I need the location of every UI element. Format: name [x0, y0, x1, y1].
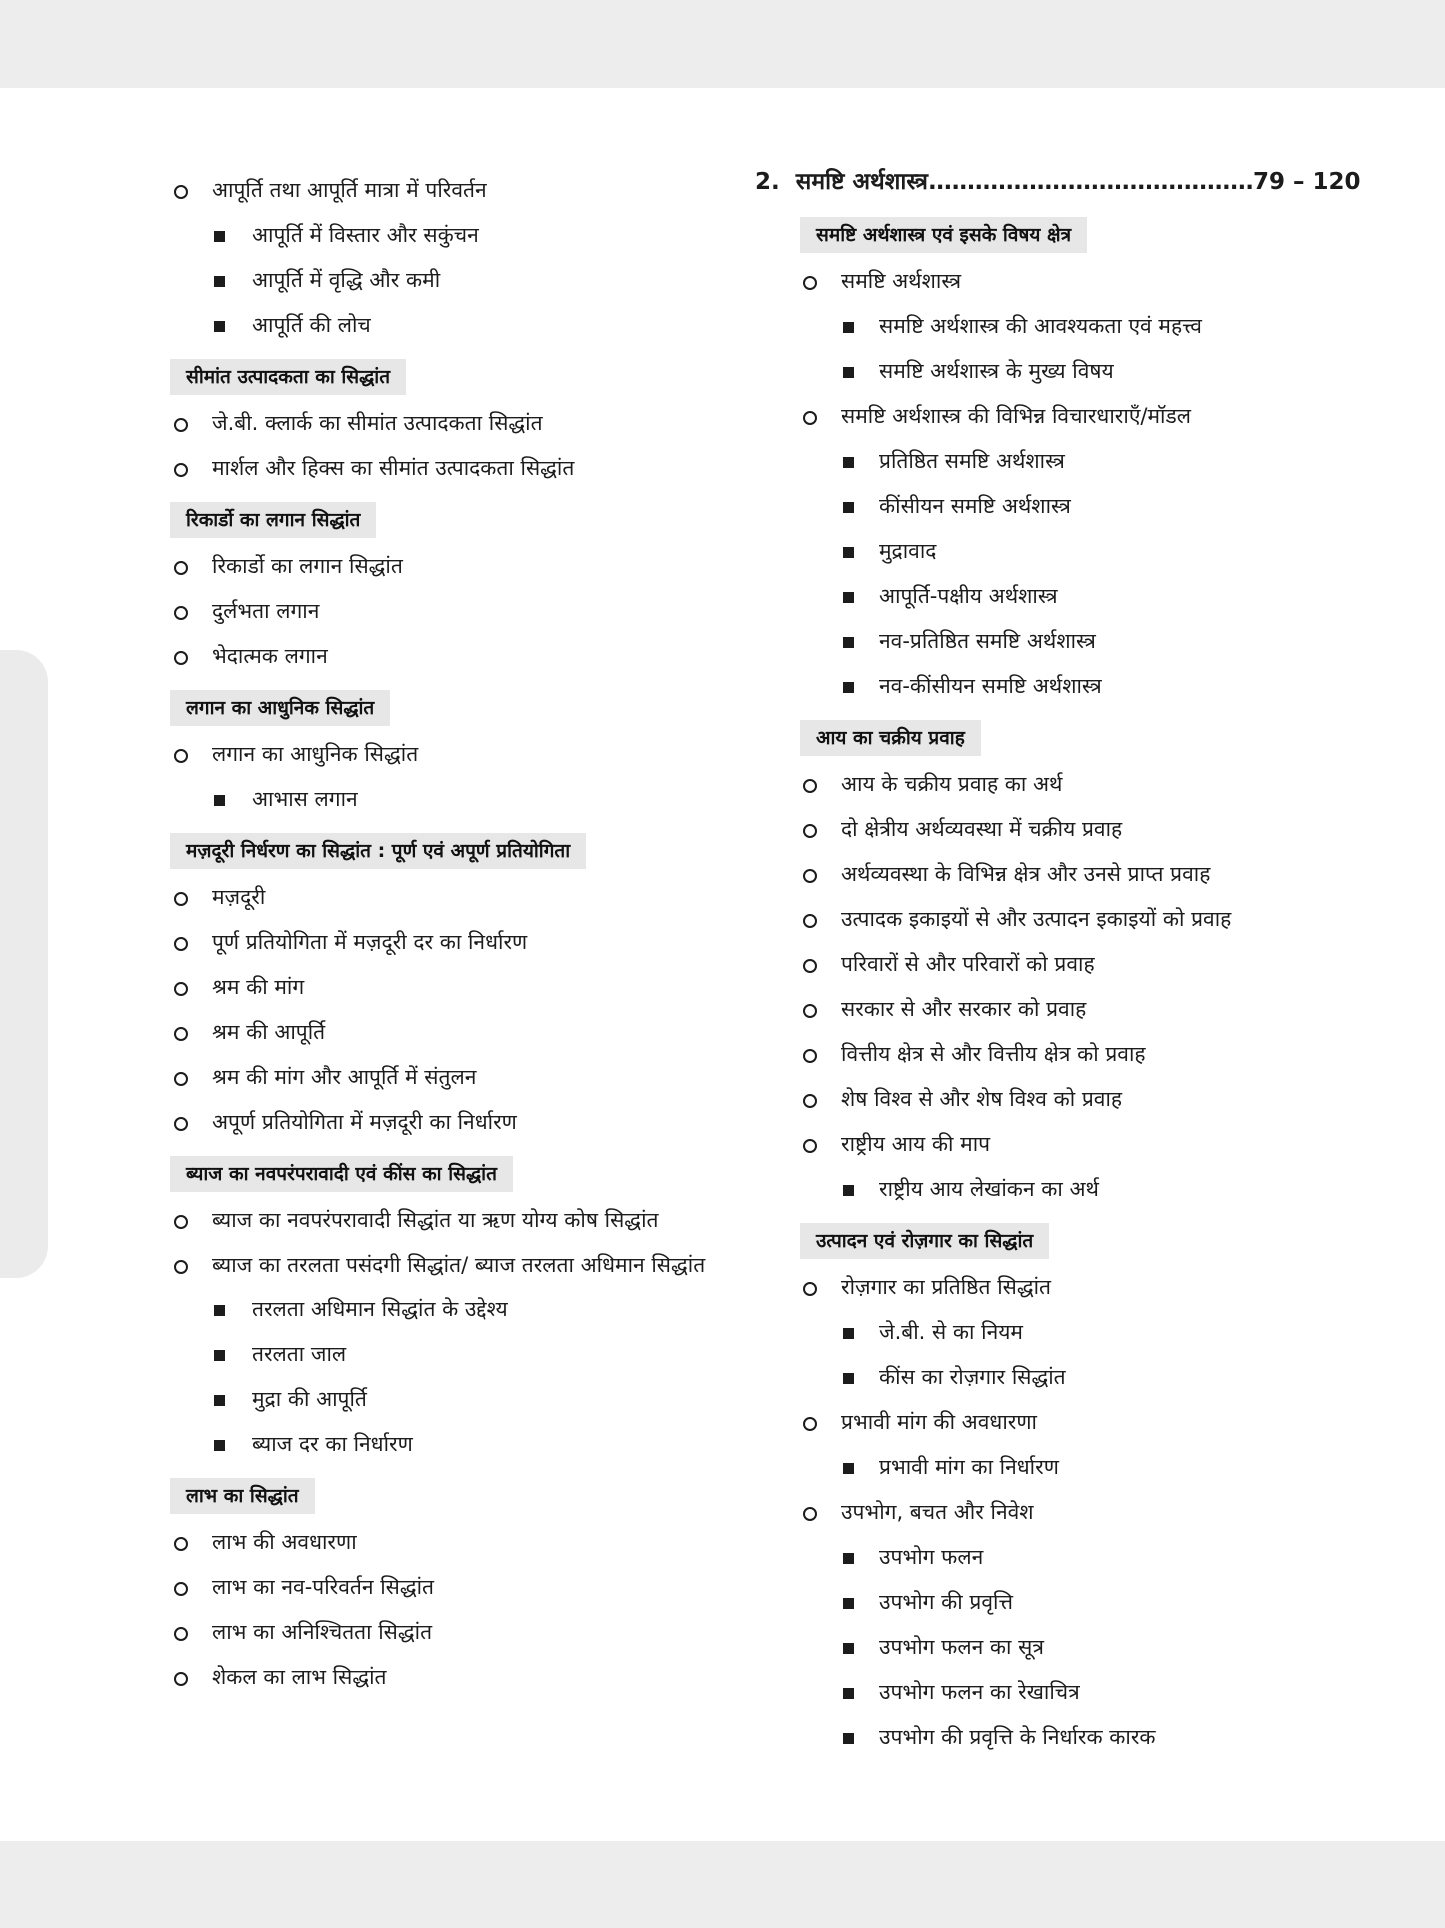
toc-subtopic[interactable] — [170, 213, 730, 258]
square-bullet-icon — [843, 592, 854, 603]
topic-label: भेदात्मक लगान — [212, 644, 328, 668]
topic-label: श्रम की मांग — [212, 975, 305, 999]
toc-topic[interactable] — [170, 589, 730, 634]
square-bullet-icon — [214, 321, 225, 332]
topic-label: श्रम की मांग और आपूर्ति में संतुलन — [212, 1065, 477, 1089]
section-heading — [800, 217, 1345, 253]
toc-topic[interactable] — [170, 732, 730, 777]
circle-bullet-icon — [174, 1260, 188, 1274]
circle-bullet-icon — [174, 1117, 188, 1131]
topic-label: अपूर्ण प्रतियोगिता में मज़दूरी का निर्धारण — [212, 1110, 517, 1134]
circle-bullet-icon — [174, 561, 188, 575]
square-bullet-icon — [214, 795, 225, 806]
topic-label: उपभोग की प्रवृत्ति — [879, 1590, 1013, 1614]
square-bullet-icon — [843, 682, 854, 693]
toc-topic[interactable] — [755, 942, 1345, 987]
topic-label: समष्टि अर्थशास्त्र की आवश्यकता एवं महत्त्व — [879, 314, 1202, 338]
toc-topic[interactable] — [755, 897, 1345, 942]
square-bullet-icon — [214, 1395, 225, 1406]
circle-bullet-icon — [803, 1139, 817, 1153]
toc-topic[interactable] — [755, 987, 1345, 1032]
topic-label: सरकार से और सरकार को प्रवाह — [841, 997, 1087, 1021]
section-heading-label: उत्पादन एवं रोज़गार का सिद्धांत — [800, 1223, 1049, 1259]
topic-label: दुर्लभता लगान — [212, 599, 320, 623]
topic-label: नव-कींसीयन समष्टि अर्थशास्त्र — [879, 674, 1102, 698]
topic-label: लाभ की अवधारणा — [212, 1530, 357, 1554]
chapter-leader-dots: .......................................... — [927, 169, 1253, 195]
topic-label: लाभ का अनिश्चितता सिद्धांत — [212, 1620, 433, 1644]
chapter-page-range: 79 – 120 — [1252, 169, 1361, 195]
square-bullet-icon — [843, 1733, 854, 1744]
square-bullet-icon — [214, 231, 225, 242]
square-bullet-icon — [843, 1598, 854, 1609]
topic-label: उपभोग की प्रवृत्ति के निर्धारक कारक — [879, 1725, 1156, 1749]
toc-topic[interactable] — [170, 1010, 730, 1055]
topic-label: रोज़गार का प्रतिष्ठित सिद्धांत — [841, 1275, 1052, 1299]
square-bullet-icon — [843, 457, 854, 468]
toc-subtopic[interactable] — [755, 1445, 1345, 1490]
topic-label: आपूर्ति में विस्तार और सकुंचन — [252, 223, 479, 247]
section-heading — [170, 1478, 730, 1514]
section-heading-label: लाभ का सिद्धांत — [170, 1478, 315, 1514]
toc-topic[interactable] — [755, 1122, 1345, 1167]
topic-label: उपभोग फलन का रेखाचित्र — [879, 1680, 1080, 1704]
toc-subtopic[interactable] — [755, 1625, 1345, 1670]
circle-bullet-icon — [174, 749, 188, 763]
topic-label: कींस का रोज़गार सिद्धांत — [879, 1365, 1066, 1389]
section-heading — [800, 720, 1345, 756]
toc-subtopic[interactable] — [755, 1715, 1345, 1760]
topic-label: कींसीयन समष्टि अर्थशास्त्र — [879, 494, 1071, 518]
circle-bullet-icon — [174, 892, 188, 906]
topic-label: राष्ट्रीय आय लेखांकन का अर्थ — [879, 1177, 1099, 1201]
topic-label: जे.बी. से का नियम — [879, 1320, 1023, 1344]
toc-subtopic[interactable] — [170, 303, 730, 348]
topic-label: परिवारों से और परिवारों को प्रवाह — [841, 952, 1095, 976]
circle-bullet-icon — [174, 1672, 188, 1686]
page-edge-tab — [0, 650, 48, 1278]
topic-label: मज़दूरी — [212, 885, 266, 909]
toc-left-column — [170, 168, 730, 1700]
square-bullet-icon — [843, 1373, 854, 1384]
circle-bullet-icon — [174, 418, 188, 432]
circle-bullet-icon — [803, 824, 817, 838]
toc-topic[interactable] — [755, 259, 1345, 304]
section-heading-label: सीमांत उत्पादकता का सिद्धांत — [170, 359, 406, 395]
circle-bullet-icon — [803, 1004, 817, 1018]
toc-subtopic[interactable] — [170, 1287, 730, 1332]
circle-bullet-icon — [803, 1507, 817, 1521]
section-heading-label: आय का चक्रीय प्रवाह — [800, 720, 981, 756]
topic-label: आपूर्ति की लोच — [252, 313, 371, 337]
topic-label: ब्याज का तरलता पसंदगी सिद्धांत/ ब्याज तरलता अधिमान सिद्धांत — [212, 1253, 706, 1277]
toc-subtopic[interactable] — [170, 258, 730, 303]
topic-label: अर्थव्यवस्था के विभिन्न क्षेत्र और उनसे प्राप्त प्रवाह — [841, 862, 1211, 886]
toc-subtopic[interactable] — [755, 574, 1345, 619]
toc-subtopic[interactable] — [755, 664, 1345, 709]
topic-label: शेष विश्व से और शेष विश्व को प्रवाह — [841, 1087, 1123, 1111]
toc-subtopic[interactable] — [170, 777, 730, 822]
toc-topic[interactable] — [170, 1610, 730, 1655]
topic-label: मुद्रा की आपूर्ति — [252, 1387, 367, 1411]
topic-label: उपभोग फलन का सूत्र — [879, 1635, 1044, 1659]
circle-bullet-icon — [174, 1027, 188, 1041]
toc-topic[interactable] — [170, 544, 730, 589]
toc-topic[interactable] — [170, 1565, 730, 1610]
toc-topic[interactable] — [170, 875, 730, 920]
square-bullet-icon — [843, 1688, 854, 1699]
topic-label: आपूर्ति में वृद्धि और कमी — [252, 268, 441, 292]
toc-subtopic[interactable] — [170, 1377, 730, 1422]
section-heading-label: लगान का आधुनिक सिद्धांत — [170, 690, 390, 726]
section-heading-label: रिकार्डो का लगान सिद्धांत — [170, 502, 376, 538]
topic-label: ब्याज दर का निर्धारण — [252, 1432, 413, 1456]
square-bullet-icon — [214, 276, 225, 287]
section-heading — [170, 359, 730, 395]
circle-bullet-icon — [803, 869, 817, 883]
toc-subtopic[interactable] — [755, 304, 1345, 349]
toc-topic[interactable] — [755, 1490, 1345, 1535]
circle-bullet-icon — [803, 276, 817, 290]
toc-right-column — [755, 168, 1361, 1760]
toc-subtopic[interactable] — [755, 619, 1345, 664]
toc-subtopic[interactable] — [170, 1422, 730, 1467]
toc-subtopic[interactable] — [755, 1355, 1345, 1400]
square-bullet-icon — [214, 1305, 225, 1316]
section-heading-label: ब्याज का नवपरंपरावादी एवं कींस का सिद्धांत — [170, 1156, 513, 1192]
circle-bullet-icon — [803, 779, 817, 793]
toc-topic[interactable] — [755, 852, 1345, 897]
toc-topic[interactable] — [170, 1520, 730, 1565]
circle-bullet-icon — [174, 651, 188, 665]
topic-label: आभास लगान — [252, 787, 358, 811]
chapter-entry[interactable] — [755, 158, 1361, 206]
square-bullet-icon — [843, 1463, 854, 1474]
square-bullet-icon — [843, 502, 854, 513]
chapter-topics — [755, 217, 1345, 1760]
circle-bullet-icon — [174, 606, 188, 620]
topic-label: नव-प्रतिष्ठित समष्टि अर्थशास्त्र — [879, 629, 1096, 653]
circle-bullet-icon — [803, 914, 817, 928]
circle-bullet-icon — [174, 1072, 188, 1086]
topic-label: ब्याज का नवपरंपरावादी सिद्धांत या ऋण योग्य कोष सिद्धांत — [212, 1208, 659, 1232]
toc-subtopic[interactable] — [755, 1580, 1345, 1625]
topic-label: समष्टि अर्थशास्त्र की विभिन्न विचारधाराएँ/मॉडल — [841, 404, 1191, 428]
toc-topic[interactable] — [755, 1077, 1345, 1122]
toc-subtopic[interactable] — [755, 529, 1345, 574]
toc-topic[interactable] — [170, 1198, 730, 1243]
circle-bullet-icon — [803, 411, 817, 425]
topic-label: समष्टि अर्थशास्त्र — [841, 269, 962, 293]
toc-subtopic[interactable] — [755, 484, 1345, 529]
section-heading — [170, 690, 730, 726]
topic-label: आपूर्ति-पक्षीय अर्थशास्त्र — [879, 584, 1058, 608]
toc-subtopic[interactable] — [170, 1332, 730, 1377]
toc-topic[interactable] — [170, 1243, 730, 1287]
toc-subtopic[interactable] — [755, 439, 1345, 484]
toc-topic[interactable] — [170, 634, 730, 679]
toc-topic[interactable] — [170, 1655, 730, 1700]
circle-bullet-icon — [803, 1094, 817, 1108]
circle-bullet-icon — [174, 982, 188, 996]
circle-bullet-icon — [174, 463, 188, 477]
toc-subtopic[interactable] — [755, 1167, 1345, 1212]
bottom-margin-band — [0, 1841, 1445, 1928]
toc-topic[interactable] — [755, 762, 1345, 807]
topic-label: वित्तीय क्षेत्र से और वित्तीय क्षेत्र को प्रवाह — [841, 1042, 1146, 1066]
circle-bullet-icon — [803, 1417, 817, 1431]
toc-subtopic[interactable] — [755, 1670, 1345, 1715]
section-heading — [170, 1156, 730, 1192]
topic-label: उत्पादक इकाइयों से और उत्पादन इकाइयों को प्रवाह — [841, 907, 1232, 931]
circle-bullet-icon — [174, 1627, 188, 1641]
square-bullet-icon — [843, 1643, 854, 1654]
topic-label: उपभोग, बचत और निवेश — [841, 1500, 1034, 1524]
topic-label: मार्शल और हिक्स का सीमांत उत्पादकता सिद्धांत — [212, 456, 575, 480]
toc-topic[interactable] — [170, 1100, 730, 1145]
circle-bullet-icon — [803, 1049, 817, 1063]
topic-label: पूर्ण प्रतियोगिता में मज़दूरी दर का निर्धारण — [212, 930, 528, 954]
toc-topic[interactable] — [170, 965, 730, 1010]
section-heading-label: मज़दूरी निर्धरण का सिद्धांत : पूर्ण एवं अपूर्ण प्रतियोगिता — [170, 833, 586, 869]
square-bullet-icon — [843, 637, 854, 648]
toc-topic[interactable] — [755, 1032, 1345, 1077]
circle-bullet-icon — [174, 1215, 188, 1229]
toc-topic[interactable] — [170, 168, 730, 213]
topic-label: शेकल का लाभ सिद्धांत — [212, 1665, 387, 1689]
topic-label: श्रम की आपूर्ति — [212, 1020, 326, 1044]
topic-label: समष्टि अर्थशास्त्र के मुख्य विषय — [879, 359, 1114, 383]
topic-label: प्रभावी मांग की अवधारणा — [841, 1410, 1037, 1434]
section-heading — [800, 1223, 1345, 1259]
section-heading-label: समष्टि अर्थशास्त्र एवं इसके विषय क्षेत्र — [800, 217, 1087, 253]
toc-subtopic[interactable] — [755, 1535, 1345, 1580]
topic-label: राष्ट्रीय आय की माप — [841, 1132, 991, 1156]
toc-topic[interactable] — [755, 394, 1345, 439]
toc-topic[interactable] — [755, 1265, 1345, 1310]
top-margin-band — [0, 0, 1445, 88]
circle-bullet-icon — [174, 1582, 188, 1596]
square-bullet-icon — [214, 1350, 225, 1361]
topic-label: उपभोग फलन — [879, 1545, 984, 1569]
toc-topic[interactable] — [755, 807, 1345, 852]
square-bullet-icon — [843, 1553, 854, 1564]
square-bullet-icon — [843, 322, 854, 333]
topic-label: तरलता जाल — [252, 1342, 347, 1366]
topic-label: दो क्षेत्रीय अर्थव्यवस्था में चक्रीय प्रवाह — [841, 817, 1123, 841]
square-bullet-icon — [843, 367, 854, 378]
circle-bullet-icon — [174, 937, 188, 951]
square-bullet-icon — [843, 547, 854, 558]
topic-label: आय के चक्रीय प्रवाह का अर्थ — [841, 772, 1063, 796]
topic-label: जे.बी. क्लार्क का सीमांत उत्पादकता सिद्धांत — [212, 411, 543, 435]
topic-label: रिकार्डो का लगान सिद्धांत — [212, 554, 403, 578]
toc-topic[interactable] — [170, 401, 730, 446]
toc-topic[interactable] — [755, 1400, 1345, 1445]
topic-label: लाभ का नव-परिवर्तन सिद्धांत — [212, 1575, 435, 1599]
toc-subtopic[interactable] — [755, 1310, 1345, 1355]
circle-bullet-icon — [803, 959, 817, 973]
topic-label: प्रतिष्ठित समष्टि अर्थशास्त्र — [879, 449, 1065, 473]
topic-label: तरलता अधिमान सिद्धांत के उद्देश्य — [252, 1297, 508, 1321]
circle-bullet-icon — [174, 185, 188, 199]
circle-bullet-icon — [803, 1282, 817, 1296]
section-heading — [170, 833, 730, 869]
square-bullet-icon — [843, 1185, 854, 1196]
topic-label: लगान का आधुनिक सिद्धांत — [212, 742, 419, 766]
toc-topic[interactable] — [170, 920, 730, 965]
topic-label: आपूर्ति तथा आपूर्ति मात्रा में परिवर्तन — [212, 178, 487, 202]
section-heading — [170, 502, 730, 538]
square-bullet-icon — [214, 1440, 225, 1451]
toc-topic[interactable] — [170, 446, 730, 491]
chapter-number: 2. — [755, 169, 780, 195]
toc-topic[interactable] — [170, 1055, 730, 1100]
topic-label: प्रभावी मांग का निर्धारण — [879, 1455, 1059, 1479]
toc-subtopic[interactable] — [755, 349, 1345, 394]
topic-label: मुद्रावाद — [879, 539, 937, 563]
circle-bullet-icon — [174, 1537, 188, 1551]
chapter-title: समष्टि अर्थशास्त्र — [795, 169, 928, 195]
square-bullet-icon — [843, 1328, 854, 1339]
